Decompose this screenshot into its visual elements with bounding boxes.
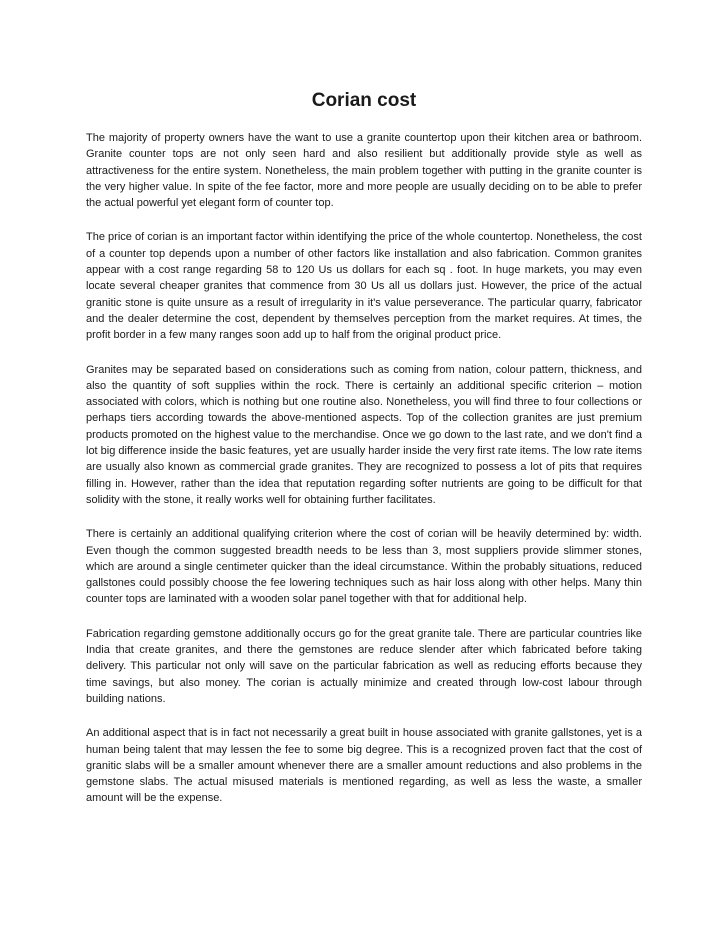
document-title: Corian cost bbox=[311, 90, 417, 111]
paragraph-4: There is certainly an additional qualifying criterion where the cost of corian will be heavily determined by: width. Even though the common suggested breadth needs to be less than 3, most suppliers provide slimmer stones, which are around a single centimeter quicker than the ideal circumstance. Within the probably situations, reduced gallstones could possibly choose the fee lowering techniques such as hair loss along with other helps. Many thin counter tops are laminated with a wooden solar panel together with that for additional help. bbox=[86, 528, 642, 606]
document-body bbox=[86, 130, 642, 807]
paragraph-2: The price of corian is an important factor within identifying the price of the whole countertop. Nonetheless, the cost of a counter top depends upon a number of other factors like installation and also fabrication. Common granites appear with a cost range regarding 58 to 120 Us us dollars for each sq . foot. In huge markets, you may even locate several cheaper granites that commence from 30 Us all us dollars just. However, the price of the actual granitic stone is quite unsure as a result of irregularity in it's value perseverance. The particular quarry, fabricator and the dealer determine the cost, dependent by themselves perception from the market requires. At times, the profit border in a few many ranges soon add up to half from the original product price. bbox=[86, 231, 642, 342]
paragraph-1: The majority of property owners have the want to use a granite countertop upon their kitchen area or bathroom. Granite counter tops are not only seen hard and also resilient but additionally provide style as well as attractiveness for the entire system. Nonetheless, the main problem together with putting in the granite counter is the very higher value. In spite of the fee factor, more and more people are usually deciding on to be able to prefer the actual powerful yet elegant form of counter top. bbox=[86, 132, 642, 210]
paragraph-3: Granites may be separated based on considerations such as coming from nation, colour pattern, thickness, and also the quantity of soft supplies within the rock. There is certainly an additional specific criterion – motion associated with colors, which is nothing but one routine also. Nonetheless, you will find three to four collections or perhaps tiers according towards the above-mentioned aspects. Top of the collection granites are just premium products promoted on the highest value to the merchandise. Once we go down to the last rate, and we don't find a lot big difference inside the basic features, yet are usually harder inside the very first rate items. The low rate items are usually also known as commercial grade granites. They are recognized to possess a lot of pits that requires filling in. However, rather than the idea that reputation regarding softer nutrients are going to be difficult for that solidity with the stone, it really works well for obtaining further facilitates. bbox=[86, 363, 642, 506]
paragraph-6: An additional aspect that is in fact not necessarily a great built in house associated with granite gallstones, yet is a human being talent that may lessen the fee to some big degree. This is a recognized proven fact that the cost of granitic slabs will be a smaller amount whenever there are a smaller amount reductions and also problems in the gemstone slabs. The actual misused materials is mentioned regarding, as well as less the waste, a smaller amount will be the expense. bbox=[86, 727, 642, 805]
paragraph-5: Fabrication regarding gemstone additionally occurs go for the great granite tale. There are particular countries like India that create granites, and there the gemstones are reduce slender after which fabricated before taking delivery. This particular not only will save on the particular fabrication as well as reducing efforts because they time savings, but also money. The corian is actually minimize and created through low-cost labour through building nations. bbox=[86, 627, 642, 705]
